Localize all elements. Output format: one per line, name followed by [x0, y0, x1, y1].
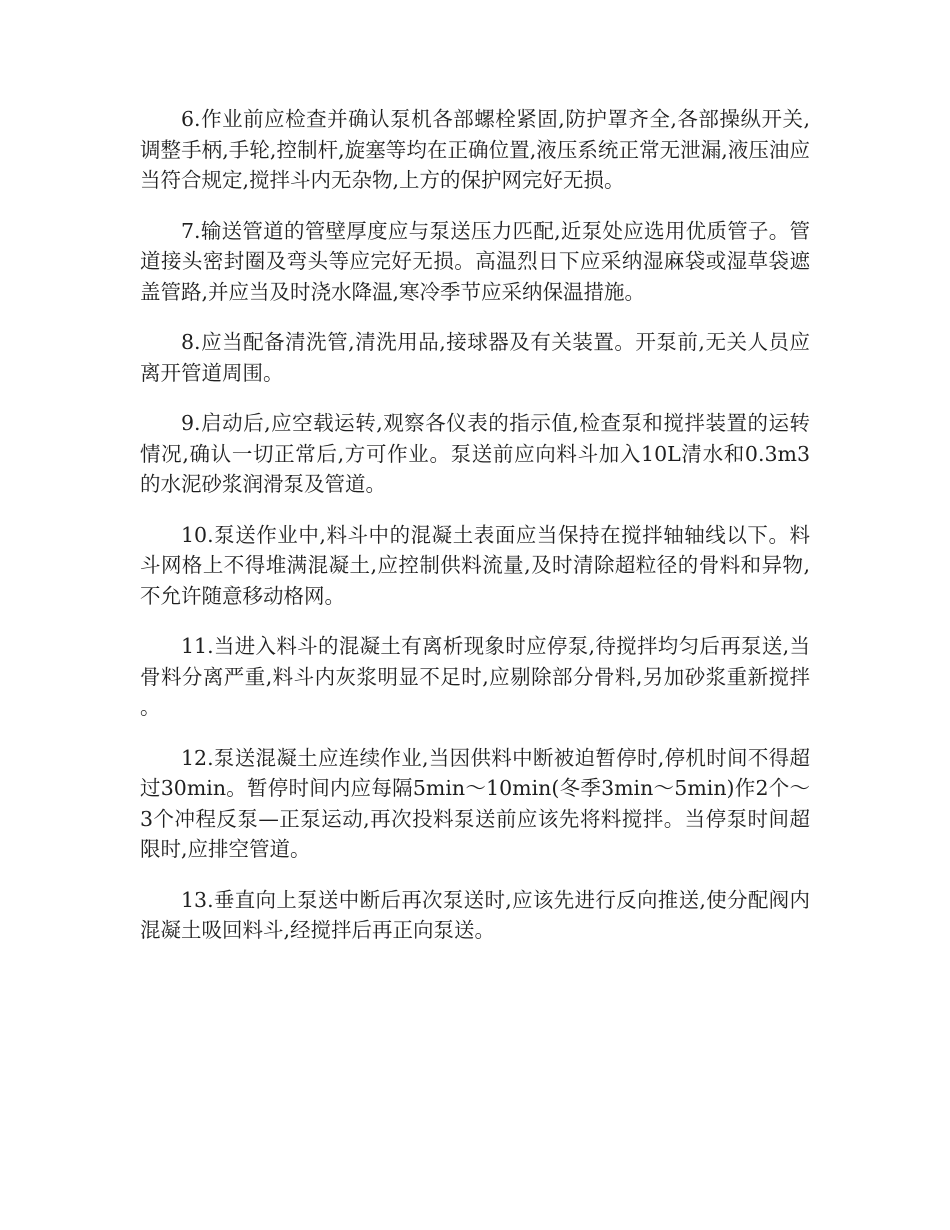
paragraph-item-9: 9.启动后,应空载运转,观察各仪表的指示值,检查泵和搅拌装置的运转情况,确认一切正常后,方可作业。泵送前应向料斗加入10L清水和0.3m3的水泥砂浆润滑泵及管道。: [140, 411, 810, 496]
paragraph-item-6: 6.作业前应检查并确认泵机各部螺栓紧固,防护罩齐全,各部操纵开关,调整手柄,手轮,控制杆,旋塞等均在正确位置,液压系统正常无泄漏,液压油应当符合规定,搅拌斗内无杂物,上方的保护网完好无损。: [140, 107, 810, 192]
paragraph-item-7: 7.输送管道的管壁厚度应与泵送压力匹配,近泵处应选用优质管子。管道接头密封圈及弯头等应完好无损。高温烈日下应采纳湿麻袋或湿草袋遮盖管路,并应当及时浇水降温,寒冷季节应采纳保温措施。: [140, 218, 810, 304]
paragraph-item-8: 8.应当配备清洗管,清洗用品,接球器及有关装置。开泵前,无关人员应离开管道周围。: [140, 330, 810, 385]
paragraph-item-11: 11.当进入料斗的混凝土有离析现象时应停泵,待搅拌均匀后再泵送,当骨料分离严重,料斗内灰浆明显不足时,应剔除部分骨料,另加砂浆重新搅拌。: [140, 634, 810, 719]
paragraph-item-10: 10.泵送作业中,料斗中的混凝土表面应当保持在搅拌轴轴线以下。料斗网格上不得堆满混凝土,应控制供料流量,及时清除超粒径的骨料和异物,不允许随意移动格网。: [140, 522, 810, 608]
document-body: [140, 104, 810, 966]
paragraph-item-12: 12.泵送混凝土应连续作业,当因供料中断被迫暂停时,停机时间不得超过30min。暂停时间内应每隔5min～10min(冬季3min～5min)作2个～3个冲程反泵—正泵运动,再次投料泵送前应该先将料搅拌。当停泵时间超限时,应排空管道。: [140, 745, 810, 861]
paragraph-item-13: 13.垂直向上泵送中断后再次泵送时,应该先进行反向推送,使分配阀内混凝土吸回料斗,经搅拌后再正向泵送。: [140, 887, 810, 942]
